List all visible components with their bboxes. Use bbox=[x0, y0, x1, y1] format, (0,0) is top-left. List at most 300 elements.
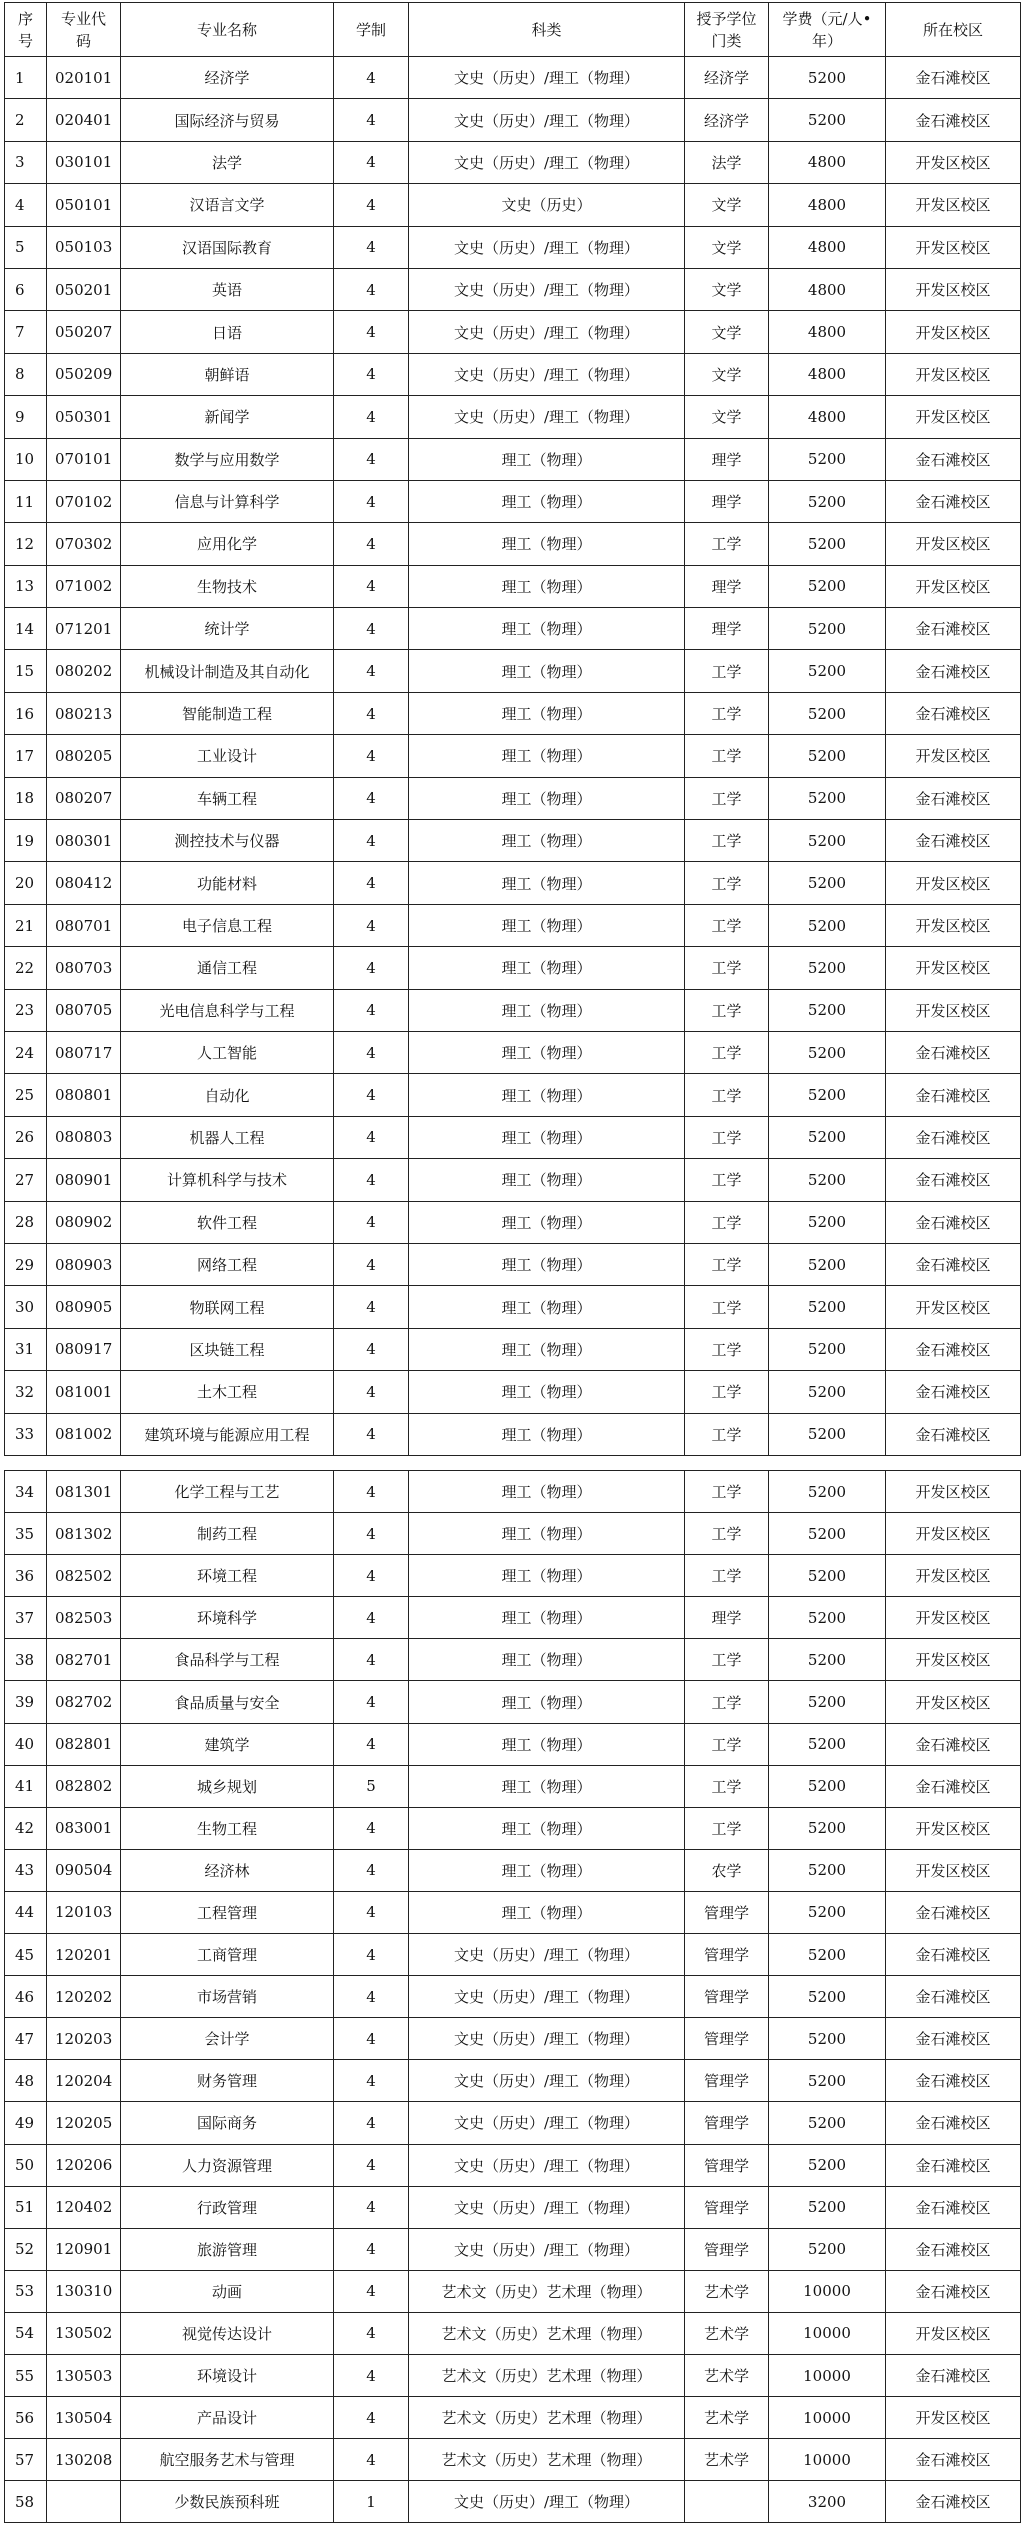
category-cell: 文史（历史）/理工（物理） bbox=[409, 141, 685, 183]
code-cell: 050101 bbox=[47, 184, 121, 226]
code-cell: 080901 bbox=[47, 1159, 121, 1201]
category-cell: 理工（物理） bbox=[409, 480, 685, 522]
campus-cell: 金石滩校区 bbox=[886, 1891, 1021, 1933]
years-cell: 5 bbox=[334, 1765, 409, 1807]
campus-cell: 开发区校区 bbox=[886, 1681, 1021, 1723]
seq-cell: 2 bbox=[5, 99, 47, 141]
name-cell: 计算机科学与技术 bbox=[121, 1159, 334, 1201]
table-row bbox=[5, 2312, 1021, 2354]
table-row bbox=[5, 1723, 1021, 1765]
years-cell: 4 bbox=[334, 523, 409, 565]
degree-cell: 工学 bbox=[685, 650, 769, 692]
fee-cell: 5200 bbox=[769, 1243, 886, 1285]
degree-cell: 工学 bbox=[685, 1555, 769, 1597]
code-cell: 070302 bbox=[47, 523, 121, 565]
degree-cell: 理学 bbox=[685, 608, 769, 650]
degree-cell: 经济学 bbox=[685, 99, 769, 141]
seq-cell: 35 bbox=[5, 1513, 47, 1555]
table-row bbox=[5, 353, 1021, 395]
name-cell: 人工智能 bbox=[121, 1031, 334, 1073]
code-cell: 080213 bbox=[47, 692, 121, 734]
table-row bbox=[5, 141, 1021, 183]
fee-cell: 5200 bbox=[769, 1413, 886, 1455]
name-cell: 制药工程 bbox=[121, 1513, 334, 1555]
fee-cell: 5200 bbox=[769, 1891, 886, 1933]
table-row bbox=[5, 2186, 1021, 2228]
years-cell: 4 bbox=[334, 1031, 409, 1073]
name-cell: 区块链工程 bbox=[121, 1328, 334, 1370]
degree-cell: 工学 bbox=[685, 1116, 769, 1158]
seq-cell: 56 bbox=[5, 2397, 47, 2439]
table-row bbox=[5, 480, 1021, 522]
degree-cell: 文学 bbox=[685, 311, 769, 353]
degree-cell: 工学 bbox=[685, 1471, 769, 1513]
category-cell: 理工（物理） bbox=[409, 904, 685, 946]
seq-cell: 11 bbox=[5, 480, 47, 522]
category-cell: 理工（物理） bbox=[409, 438, 685, 480]
category-cell: 文史（历史）/理工（物理） bbox=[409, 1976, 685, 2018]
category-cell: 艺术文（历史）艺术理（物理） bbox=[409, 2312, 685, 2354]
fee-cell: 5200 bbox=[769, 904, 886, 946]
name-cell: 食品科学与工程 bbox=[121, 1639, 334, 1681]
degree-cell: 工学 bbox=[685, 862, 769, 904]
campus-cell: 金石滩校区 bbox=[886, 650, 1021, 692]
category-cell: 文史（历史）/理工（物理） bbox=[409, 2060, 685, 2102]
code-cell: 080905 bbox=[47, 1286, 121, 1328]
table-row bbox=[5, 1471, 1021, 1513]
seq-cell: 16 bbox=[5, 692, 47, 734]
name-cell: 动画 bbox=[121, 2270, 334, 2312]
years-cell: 4 bbox=[334, 1597, 409, 1639]
degree-cell: 艺术学 bbox=[685, 2397, 769, 2439]
fee-cell: 5200 bbox=[769, 1201, 886, 1243]
campus-cell: 金石滩校区 bbox=[886, 2439, 1021, 2481]
category-cell: 理工（物理） bbox=[409, 1074, 685, 1116]
campus-cell: 开发区校区 bbox=[886, 1807, 1021, 1849]
code-cell: 120402 bbox=[47, 2186, 121, 2228]
name-cell: 功能材料 bbox=[121, 862, 334, 904]
seq-cell: 29 bbox=[5, 1243, 47, 1285]
years-cell: 4 bbox=[334, 904, 409, 946]
category-cell: 文史（历史）/理工（物理） bbox=[409, 2102, 685, 2144]
years-cell: 4 bbox=[334, 650, 409, 692]
name-cell: 土木工程 bbox=[121, 1371, 334, 1413]
campus-cell: 金石滩校区 bbox=[886, 1371, 1021, 1413]
table-row bbox=[5, 1328, 1021, 1370]
campus-cell: 金石滩校区 bbox=[886, 57, 1021, 99]
name-cell: 行政管理 bbox=[121, 2186, 334, 2228]
years-cell: 4 bbox=[334, 820, 409, 862]
seq-cell: 54 bbox=[5, 2312, 47, 2354]
code-cell: 081301 bbox=[47, 1471, 121, 1513]
code-cell: 080202 bbox=[47, 650, 121, 692]
table-row bbox=[5, 2018, 1021, 2060]
category-cell: 文史（历史）/理工（物理） bbox=[409, 1934, 685, 1976]
table-row bbox=[5, 184, 1021, 226]
table-row bbox=[5, 1286, 1021, 1328]
seq-cell: 46 bbox=[5, 1976, 47, 2018]
category-cell: 理工（物理） bbox=[409, 608, 685, 650]
table-row bbox=[5, 1765, 1021, 1807]
campus-cell: 开发区校区 bbox=[886, 523, 1021, 565]
name-cell: 数学与应用数学 bbox=[121, 438, 334, 480]
years-cell: 4 bbox=[334, 565, 409, 607]
name-cell: 生物工程 bbox=[121, 1807, 334, 1849]
table-row bbox=[5, 1555, 1021, 1597]
seq-cell: 12 bbox=[5, 523, 47, 565]
degree-cell: 工学 bbox=[685, 1074, 769, 1116]
header-row bbox=[5, 3, 1021, 57]
degree-cell: 工学 bbox=[685, 1765, 769, 1807]
years-cell: 4 bbox=[334, 2186, 409, 2228]
category-cell: 理工（物理） bbox=[409, 1471, 685, 1513]
name-cell: 财务管理 bbox=[121, 2060, 334, 2102]
degree-cell: 工学 bbox=[685, 1639, 769, 1681]
seq-cell: 19 bbox=[5, 820, 47, 862]
majors-table-part-1 bbox=[4, 2, 1021, 1456]
table-row bbox=[5, 523, 1021, 565]
code-cell: 090504 bbox=[47, 1849, 121, 1891]
name-cell: 物联网工程 bbox=[121, 1286, 334, 1328]
fee-cell: 10000 bbox=[769, 2354, 886, 2396]
campus-cell: 金石滩校区 bbox=[886, 2102, 1021, 2144]
name-cell: 建筑学 bbox=[121, 1723, 334, 1765]
seq-cell: 33 bbox=[5, 1413, 47, 1455]
table-row bbox=[5, 1201, 1021, 1243]
years-cell: 4 bbox=[334, 1681, 409, 1723]
table-row bbox=[5, 2439, 1021, 2481]
campus-cell: 金石滩校区 bbox=[886, 1413, 1021, 1455]
years-cell: 4 bbox=[334, 692, 409, 734]
code-cell: 050103 bbox=[47, 226, 121, 268]
category-cell: 文史（历史）/理工（物理） bbox=[409, 353, 685, 395]
name-cell: 机械设计制造及其自动化 bbox=[121, 650, 334, 692]
seq-cell: 43 bbox=[5, 1849, 47, 1891]
fee-cell: 5200 bbox=[769, 2102, 886, 2144]
category-cell: 理工（物理） bbox=[409, 735, 685, 777]
seq-cell: 20 bbox=[5, 862, 47, 904]
years-cell: 4 bbox=[334, 268, 409, 310]
campus-cell: 开发区校区 bbox=[886, 353, 1021, 395]
table-row bbox=[5, 565, 1021, 607]
table-row bbox=[5, 1159, 1021, 1201]
campus-cell: 金石滩校区 bbox=[886, 1201, 1021, 1243]
campus-cell: 金石滩校区 bbox=[886, 2270, 1021, 2312]
seq-cell: 17 bbox=[5, 735, 47, 777]
seq-cell: 36 bbox=[5, 1555, 47, 1597]
code-cell: 120204 bbox=[47, 2060, 121, 2102]
campus-cell: 开发区校区 bbox=[886, 141, 1021, 183]
seq-cell: 14 bbox=[5, 608, 47, 650]
campus-cell: 开发区校区 bbox=[886, 947, 1021, 989]
code-cell: 080705 bbox=[47, 989, 121, 1031]
degree-cell: 理学 bbox=[685, 565, 769, 607]
code-cell: 120206 bbox=[47, 2144, 121, 2186]
degree-cell bbox=[685, 2481, 769, 2523]
category-cell: 理工（物理） bbox=[409, 1159, 685, 1201]
category-cell: 理工（物理） bbox=[409, 1849, 685, 1891]
seq-cell: 34 bbox=[5, 1471, 47, 1513]
seq-cell: 30 bbox=[5, 1286, 47, 1328]
degree-cell: 艺术学 bbox=[685, 2312, 769, 2354]
table-row bbox=[5, 268, 1021, 310]
code-cell: 082701 bbox=[47, 1639, 121, 1681]
code-cell: 130208 bbox=[47, 2439, 121, 2481]
name-cell: 会计学 bbox=[121, 2018, 334, 2060]
seq-cell: 8 bbox=[5, 353, 47, 395]
name-cell: 应用化学 bbox=[121, 523, 334, 565]
table-row bbox=[5, 1413, 1021, 1455]
category-cell: 理工（物理） bbox=[409, 1286, 685, 1328]
degree-cell: 艺术学 bbox=[685, 2270, 769, 2312]
fee-cell: 5200 bbox=[769, 692, 886, 734]
campus-cell: 开发区校区 bbox=[886, 1597, 1021, 1639]
code-cell: 080412 bbox=[47, 862, 121, 904]
years-cell: 4 bbox=[334, 438, 409, 480]
code-cell: 080717 bbox=[47, 1031, 121, 1073]
seq-cell: 53 bbox=[5, 2270, 47, 2312]
fee-cell: 5200 bbox=[769, 608, 886, 650]
seq-cell: 41 bbox=[5, 1765, 47, 1807]
fee-cell: 4800 bbox=[769, 226, 886, 268]
fee-cell: 5200 bbox=[769, 1159, 886, 1201]
table-row bbox=[5, 2397, 1021, 2439]
seq-cell: 28 bbox=[5, 1201, 47, 1243]
years-cell: 4 bbox=[334, 735, 409, 777]
code-cell: 081302 bbox=[47, 1513, 121, 1555]
degree-cell: 艺术学 bbox=[685, 2354, 769, 2396]
code-cell: 130504 bbox=[47, 2397, 121, 2439]
years-cell: 4 bbox=[334, 184, 409, 226]
campus-cell: 金石滩校区 bbox=[886, 1934, 1021, 1976]
degree-cell: 工学 bbox=[685, 1371, 769, 1413]
campus-cell: 开发区校区 bbox=[886, 1555, 1021, 1597]
degree-cell: 工学 bbox=[685, 1201, 769, 1243]
campus-cell: 开发区校区 bbox=[886, 862, 1021, 904]
campus-cell: 开发区校区 bbox=[886, 565, 1021, 607]
years-cell: 4 bbox=[334, 1116, 409, 1158]
campus-cell: 开发区校区 bbox=[886, 1513, 1021, 1555]
campus-cell: 金石滩校区 bbox=[886, 1031, 1021, 1073]
fee-cell: 4800 bbox=[769, 311, 886, 353]
years-cell: 4 bbox=[334, 1639, 409, 1681]
code-cell: 120205 bbox=[47, 2102, 121, 2144]
code-cell: 130310 bbox=[47, 2270, 121, 2312]
fee-cell: 5200 bbox=[769, 1723, 886, 1765]
name-cell: 市场营销 bbox=[121, 1976, 334, 2018]
code-cell: 083001 bbox=[47, 1807, 121, 1849]
degree-cell: 法学 bbox=[685, 141, 769, 183]
category-cell: 理工（物理） bbox=[409, 1639, 685, 1681]
campus-cell: 开发区校区 bbox=[886, 1471, 1021, 1513]
fee-cell: 5200 bbox=[769, 1597, 886, 1639]
table-row bbox=[5, 438, 1021, 480]
seq-cell: 15 bbox=[5, 650, 47, 692]
degree-cell: 农学 bbox=[685, 1849, 769, 1891]
code-cell: 120202 bbox=[47, 1976, 121, 2018]
campus-cell: 金石滩校区 bbox=[886, 480, 1021, 522]
code-cell: 082503 bbox=[47, 1597, 121, 1639]
campus-cell: 金石滩校区 bbox=[886, 1116, 1021, 1158]
degree-cell: 管理学 bbox=[685, 2018, 769, 2060]
seq-cell: 38 bbox=[5, 1639, 47, 1681]
header-years: 学制 bbox=[334, 3, 409, 57]
seq-cell: 44 bbox=[5, 1891, 47, 1933]
fee-cell: 5200 bbox=[769, 2144, 886, 2186]
degree-cell: 文学 bbox=[685, 226, 769, 268]
degree-cell: 工学 bbox=[685, 1513, 769, 1555]
table-row bbox=[5, 1681, 1021, 1723]
fee-cell: 5200 bbox=[769, 1849, 886, 1891]
name-cell: 少数民族预科班 bbox=[121, 2481, 334, 2523]
fee-cell: 5200 bbox=[769, 438, 886, 480]
seq-cell: 32 bbox=[5, 1371, 47, 1413]
code-cell: 050301 bbox=[47, 396, 121, 438]
table-row bbox=[5, 989, 1021, 1031]
category-cell: 文史（历史）/理工（物理） bbox=[409, 2228, 685, 2270]
campus-cell: 金石滩校区 bbox=[886, 2354, 1021, 2396]
name-cell: 车辆工程 bbox=[121, 777, 334, 819]
years-cell: 4 bbox=[334, 1074, 409, 1116]
name-cell: 工业设计 bbox=[121, 735, 334, 777]
code-cell: 130502 bbox=[47, 2312, 121, 2354]
name-cell: 光电信息科学与工程 bbox=[121, 989, 334, 1031]
name-cell: 英语 bbox=[121, 268, 334, 310]
seq-cell: 6 bbox=[5, 268, 47, 310]
category-cell: 文史（历史）/理工（物理） bbox=[409, 268, 685, 310]
degree-cell: 工学 bbox=[685, 1031, 769, 1073]
fee-cell: 5200 bbox=[769, 565, 886, 607]
header-degree: 授予学位门类 bbox=[685, 3, 769, 57]
name-cell: 化学工程与工艺 bbox=[121, 1471, 334, 1513]
years-cell: 1 bbox=[334, 2481, 409, 2523]
code-cell: 080917 bbox=[47, 1328, 121, 1370]
seq-cell: 48 bbox=[5, 2060, 47, 2102]
degree-cell: 工学 bbox=[685, 1159, 769, 1201]
name-cell: 法学 bbox=[121, 141, 334, 183]
campus-cell: 金石滩校区 bbox=[886, 692, 1021, 734]
code-cell: 082801 bbox=[47, 1723, 121, 1765]
name-cell: 日语 bbox=[121, 311, 334, 353]
years-cell: 4 bbox=[334, 989, 409, 1031]
campus-cell: 开发区校区 bbox=[886, 1286, 1021, 1328]
table-row bbox=[5, 1849, 1021, 1891]
years-cell: 4 bbox=[334, 1555, 409, 1597]
category-cell: 理工（物理） bbox=[409, 1371, 685, 1413]
fee-cell: 4800 bbox=[769, 396, 886, 438]
campus-cell: 金石滩校区 bbox=[886, 2228, 1021, 2270]
fee-cell: 5200 bbox=[769, 99, 886, 141]
seq-cell: 42 bbox=[5, 1807, 47, 1849]
years-cell: 4 bbox=[334, 1723, 409, 1765]
code-cell: 080205 bbox=[47, 735, 121, 777]
code-cell: 050201 bbox=[47, 268, 121, 310]
table-row bbox=[5, 1116, 1021, 1158]
category-cell: 理工（物理） bbox=[409, 989, 685, 1031]
name-cell: 朝鲜语 bbox=[121, 353, 334, 395]
campus-cell: 开发区校区 bbox=[886, 2312, 1021, 2354]
code-cell: 020101 bbox=[47, 57, 121, 99]
degree-cell: 文学 bbox=[685, 268, 769, 310]
code-cell: 020401 bbox=[47, 99, 121, 141]
degree-cell: 工学 bbox=[685, 1807, 769, 1849]
code-cell: 030101 bbox=[47, 141, 121, 183]
seq-cell: 21 bbox=[5, 904, 47, 946]
years-cell: 4 bbox=[334, 1934, 409, 1976]
campus-cell: 开发区校区 bbox=[886, 311, 1021, 353]
degree-cell: 工学 bbox=[685, 947, 769, 989]
code-cell: 080801 bbox=[47, 1074, 121, 1116]
seq-cell: 58 bbox=[5, 2481, 47, 2523]
degree-cell: 工学 bbox=[685, 904, 769, 946]
category-cell: 理工（物理） bbox=[409, 1413, 685, 1455]
category-cell: 理工（物理） bbox=[409, 1328, 685, 1370]
category-cell: 理工（物理） bbox=[409, 1116, 685, 1158]
seq-cell: 45 bbox=[5, 1934, 47, 1976]
degree-cell: 管理学 bbox=[685, 2144, 769, 2186]
years-cell: 4 bbox=[334, 1513, 409, 1555]
degree-cell: 工学 bbox=[685, 777, 769, 819]
degree-cell: 工学 bbox=[685, 1681, 769, 1723]
degree-cell: 管理学 bbox=[685, 2102, 769, 2144]
category-cell: 文史（历史）/理工（物理） bbox=[409, 2018, 685, 2060]
category-cell: 艺术文（历史）艺术理（物理） bbox=[409, 2439, 685, 2481]
category-cell: 理工（物理） bbox=[409, 777, 685, 819]
name-cell: 城乡规划 bbox=[121, 1765, 334, 1807]
header-category: 科类 bbox=[409, 3, 685, 57]
campus-cell: 金石滩校区 bbox=[886, 1243, 1021, 1285]
seq-cell: 3 bbox=[5, 141, 47, 183]
table-row bbox=[5, 1371, 1021, 1413]
header-code: 专业代码 bbox=[47, 3, 121, 57]
name-cell: 软件工程 bbox=[121, 1201, 334, 1243]
code-cell: 080903 bbox=[47, 1243, 121, 1285]
years-cell: 4 bbox=[334, 226, 409, 268]
category-cell: 艺术文（历史）艺术理（物理） bbox=[409, 2354, 685, 2396]
years-cell: 4 bbox=[334, 1371, 409, 1413]
category-cell: 理工（物理） bbox=[409, 565, 685, 607]
code-cell: 082802 bbox=[47, 1765, 121, 1807]
name-cell: 测控技术与仪器 bbox=[121, 820, 334, 862]
table-row bbox=[5, 1243, 1021, 1285]
name-cell: 自动化 bbox=[121, 1074, 334, 1116]
seq-cell: 31 bbox=[5, 1328, 47, 1370]
fee-cell: 5200 bbox=[769, 1074, 886, 1116]
seq-cell: 51 bbox=[5, 2186, 47, 2228]
name-cell: 经济学 bbox=[121, 57, 334, 99]
fee-cell: 5200 bbox=[769, 1513, 886, 1555]
name-cell: 汉语国际教育 bbox=[121, 226, 334, 268]
category-cell: 文史（历史）/理工（物理） bbox=[409, 2186, 685, 2228]
name-cell: 环境科学 bbox=[121, 1597, 334, 1639]
category-cell: 理工（物理） bbox=[409, 1031, 685, 1073]
degree-cell: 管理学 bbox=[685, 1976, 769, 2018]
fee-cell: 5200 bbox=[769, 989, 886, 1031]
campus-cell: 开发区校区 bbox=[886, 226, 1021, 268]
years-cell: 4 bbox=[334, 2060, 409, 2102]
name-cell: 工程管理 bbox=[121, 1891, 334, 1933]
campus-cell: 金石滩校区 bbox=[886, 2018, 1021, 2060]
table-row bbox=[5, 396, 1021, 438]
campus-cell: 开发区校区 bbox=[886, 1639, 1021, 1681]
code-cell: 120203 bbox=[47, 2018, 121, 2060]
category-cell: 理工（物理） bbox=[409, 523, 685, 565]
name-cell: 人力资源管理 bbox=[121, 2144, 334, 2186]
campus-cell: 开发区校区 bbox=[886, 904, 1021, 946]
fee-cell: 10000 bbox=[769, 2312, 886, 2354]
campus-cell: 金石滩校区 bbox=[886, 777, 1021, 819]
category-cell: 理工（物理） bbox=[409, 1807, 685, 1849]
